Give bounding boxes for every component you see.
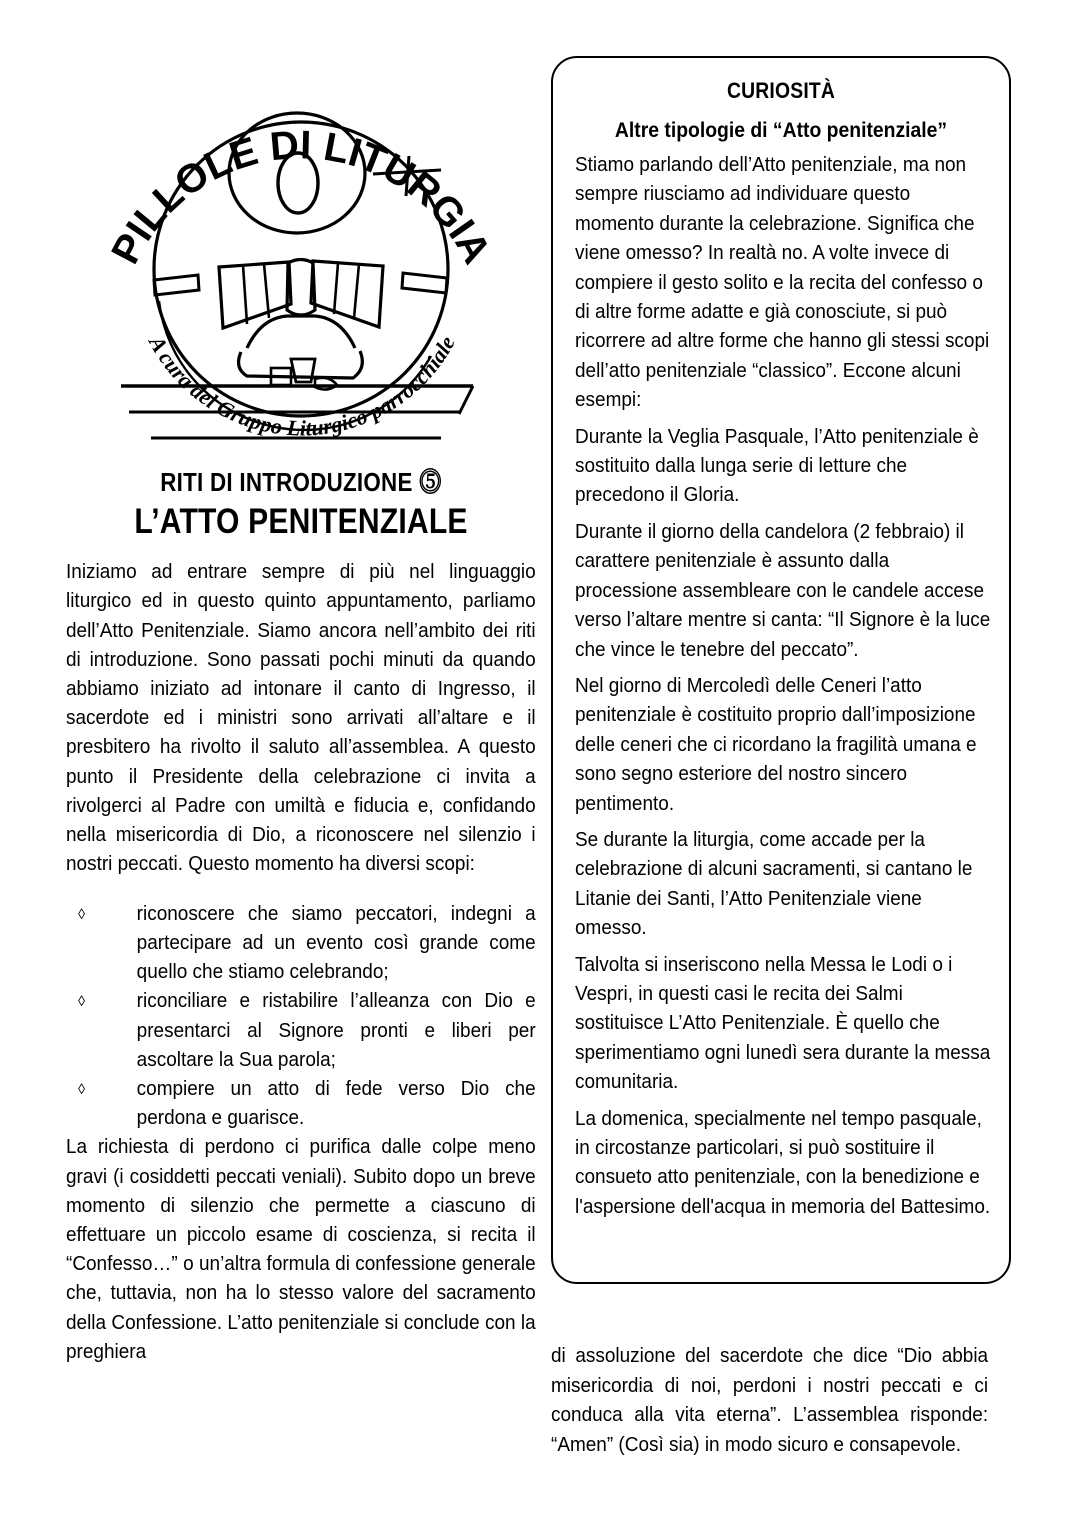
curiosity-paragraph: Durante la Veglia Pasquale, l’Atto penitenziale è sostituito dalla lunga serie di letture che precedono il Gloria. — [575, 425, 979, 507]
curiosity-paragraph: La domenica, specialmente nel tempo pasquale, in circostanze particolari, si può sostituire il consueto atto penitenziale, con la benedizione e l'aspersione dell'acqua in memoria del Battesimo. — [575, 1107, 991, 1218]
left-column — [66, 56, 536, 1387]
curiosity-paragraph: Nel giorno di Mercoledì delle Ceneri l’atto penitenziale è costituito proprio dall’imposizione delle ceneri che ci ricordano la fragilità umana e sono segno esteriore del nostro sincero pentimento. — [575, 674, 977, 815]
curiosity-paragraph: Se durante la liturgia, come accade per la celebrazione di alcuni sacramenti, si cantano le Litanie dei Santi, l’Atto Penitenziale viene omesso. — [575, 828, 973, 940]
diamond-bullet-icon: ◊ — [78, 1080, 85, 1098]
list-item — [66, 1075, 536, 1133]
logo-fold-1 — [243, 265, 247, 324]
logo-shoulders — [247, 316, 355, 348]
diamond-bullet-icon: ◊ — [78, 905, 85, 923]
logo-arm-left-tip — [154, 275, 199, 295]
scopes-list — [66, 900, 536, 1134]
curiosity-paragraph: Talvolta si inseriscono nella Messa le Lodi o i Vespri, in questi casi le recita dei Salmi sostituisce L’Atto Penitenziale. È quello che sperimentiamo ogni lunedì sera durante la messa comunitaria. — [575, 953, 991, 1094]
logo-arm-right-tip — [402, 273, 447, 293]
logo-hand — [315, 378, 337, 390]
diamond-bullet-icon: ◊ — [78, 993, 85, 1011]
curiosity-paragraph: Stiamo parlando dell’Atto penitenziale, ma non sempre riusciamo ad individuare questo momento durante la celebrazione. Significa che viene omesso? In realtà no. A volte invece di compiere il gesto solito e la recita del confesso o di altre forme adatte e già conosciute, si può ricorrere ad altre forme che hanno gli stessi scopi dell’atto penitenziale “classico”. Eccone alcuni esempi: — [575, 154, 990, 412]
logo-artwork — [101, 56, 501, 446]
list-item-label: riconciliare e ristabilire l’alleanza con Dio e presentarci al Signore pronti e liberi per ascoltare la Sua parola; — [136, 990, 536, 1071]
logo-fold-4 — [334, 263, 338, 314]
section-kicker: RITI DI INTRODUZIONE ⓹ — [160, 467, 442, 497]
list-item — [66, 987, 536, 1075]
list-item — [66, 900, 536, 988]
page-title: L’ATTO PENITENZIALE — [134, 501, 468, 541]
curiosity-heading: CURIOSITÀ — [726, 78, 836, 103]
logo-arc-bottom-text: A cura del Gruppo Liturgico parrocchiale — [144, 331, 460, 441]
right-column — [551, 56, 1011, 1284]
logo-altar-edge — [459, 386, 473, 414]
logo-fold-3 — [354, 264, 359, 318]
logo-body-lower — [239, 351, 363, 378]
list-item-label: riconoscere che siamo peccatori, indegni a partecipare ad un evento così grande come quello che stiamo celebrando; — [136, 902, 536, 984]
closing-paragraph: La richiesta di perdono ci purifica dalle colpe meno gravi (i cosiddetti peccati veniali). Subito dopo un breve momento di silenzio che permette a ciascuno di effettuare un piccolo esame di coscienza, si recita il “Confesso…” o un’altra formula di confessione generale che, tuttavia, non ha lo stesso valore del sacramento della Confessione. L’atto penitenziale si conclude con la preghiera — [66, 1136, 536, 1363]
footer-paragraph: di assoluzione del sacerdote che dice “Dio abbia misericordia di noi, perdoni i nostri peccati e ci conduca alla vita eterna”. L’assemblea risponde: “Amen” (Così sia) in modo sicuro e consapevole. — [551, 1345, 989, 1456]
list-item-label: compiere un atto di fede verso Dio che perdona e guarisce. — [136, 1077, 536, 1130]
curiosity-paragraph: Durante il giorno della candelora (2 febbraio) il carattere penitenziale è assunto dalla processione assembleare con le candele accese verso l’altare mentre si canta: “Il Signore è la luce che vince le tenebre del peccato”. — [575, 520, 991, 661]
curiosity-subheading: Altre tipologie di “Atto penitenziale” — [614, 118, 948, 142]
logo-arc-top-text: PILLOLE DI LITURGIA — [103, 122, 499, 271]
intro-paragraph: Iniziamo ad entrare sempre di più nel linguaggio liturgico ed in questo quinto appuntamento, parliamo dell’Atto Penitenziale. Siamo ancora nell’ambito dei riti di introduzione. Sono passati pochi minuti da quando abbiamo iniziato ad intonare il canto di Ingresso, il sacerdote ed i ministri sono arrivati all’altare e il presbitero ha rivolto il saluto all’assemblea. A questo punto il Presidente della celebrazione ci invita a rivolgerci al Padre con umiltà e fiducia e, confidando nella misericordia di Dio, a riconoscere nel silenzio i nostri peccati. Questo momento ha diversi scopi: — [66, 561, 536, 876]
curiosity-box — [551, 56, 1011, 1284]
logo-fold-2 — [264, 264, 269, 318]
pillole-di-liturgia-logo — [101, 56, 501, 446]
